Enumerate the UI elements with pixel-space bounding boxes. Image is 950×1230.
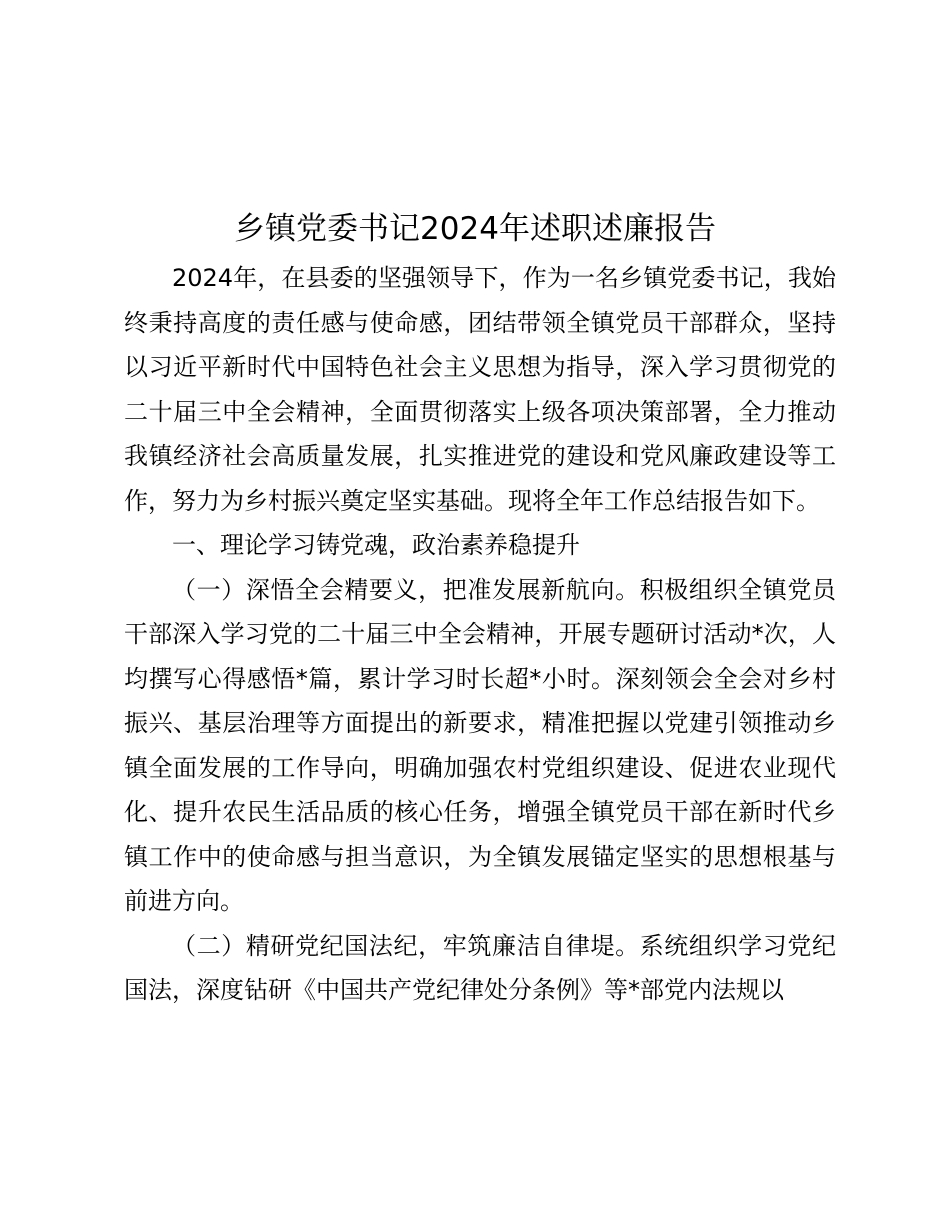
intro-paragraph: 2024年，在县委的坚强领导下，作为一名乡镇党委书记，我始终秉持高度的责任感与使命感，团结带领全镇党员干部群众，坚持以习近平新时代中国特色社会主义思想为指导，深入学习贯彻党的二十届三中全会精神，全面贯彻落实上级各项决策部署，全力推动我镇经济社会高质量发展，扎实推进党的建设和党风廉政建设等工作，努力为乡村振兴奠定坚实基础。现将全年工作总结报告如下。 xyxy=(124,264,836,515)
subsection-paragraph-1: （一）深悟全会精要义，把准发展新航向。积极组织全镇党员干部深入学习党的二十届三中全会精神，开展专题研讨活动*次，人均撰写心得感悟*篇，累计学习时长超*小时。深刻领会全会对乡村振兴、基层治理等方面提出的新要求，精准把握以党建引领推动乡镇全面发展的工作导向，明确加强农村党组织建设、促进农业现代化、提升农民生活品质的核心任务，增强全镇党员干部在新时代乡镇工作中的使命感与担当意识，为全镇发展锚定坚实的思想根基与前进方向。 xyxy=(124,575,836,915)
subsection-paragraph-2: （二）精研党纪国法纪，牢筑廉洁自律堤。系统组织学习党纪国法，深度钻研《中国共产党纪律处分条例》等*部党内法规以 xyxy=(124,931,836,1004)
document-body xyxy=(124,256,836,1013)
document-title: 乡镇党委书记2024年述职述廉报告 xyxy=(234,211,716,247)
section-heading: 一、理论学习铸党魂，政治素养稳提升 xyxy=(172,531,580,559)
